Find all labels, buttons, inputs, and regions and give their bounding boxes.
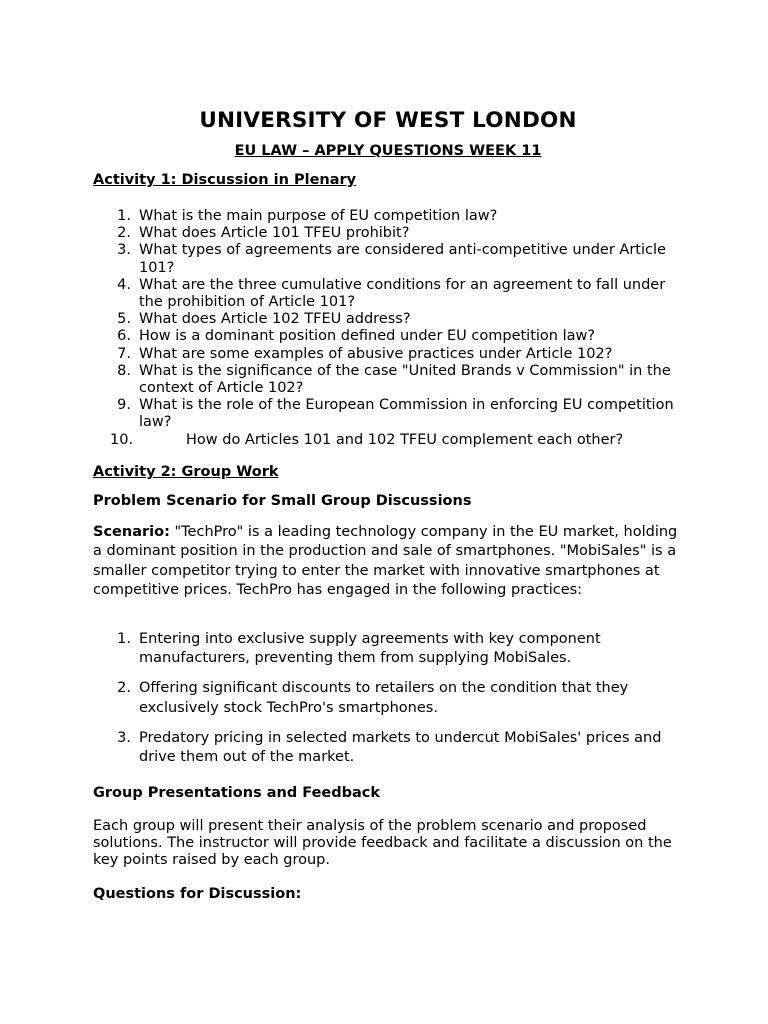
list-item: 5. What does Article 102 TFEU address? [117,311,411,328]
list-item: 2. What does Article 101 TFEU prohibit? [117,225,410,242]
list-item: 1. What is the main purpose of EU competition law? [117,208,498,224]
list-item: 1. Entering into exclusive supply agreements with key component manufacturers, preventing them from supplying MobiSales. [117,631,601,667]
list-item: 4. What are the three cumulative conditions for an agreement to fall under the prohibition of Article 101? [117,276,666,311]
practices-list [93,630,683,778]
questions-discussion-heading: Questions for Discussion: [93,886,302,902]
list-item: 3. Predatory pricing in selected markets to undercut MobiSales' prices and drive them out of the market. [117,729,662,766]
activity2-heading: Activity 2: Group Work [93,464,279,480]
activity1-heading: Activity 1: Discussion in Plenary [93,172,357,188]
presentations-paragraph: Each group will present their analysis of the problem scenario and proposed solutions. The instructor will provide feedback and facilitate a discussion on the key points raised by each group. [93,818,672,869]
list-item: 7. What are some examples of abusive practices under Article 102? [117,345,613,362]
list-item: 10. How do Articles 101 and 102 TFEU complement each other? [110,431,624,448]
presentations-heading: Group Presentations and Feedback [93,785,381,801]
page-subtitle: EU LAW – APPLY QUESTIONS WEEK 11 [234,143,542,159]
scenario-label: Scenario: [93,524,170,540]
scenario-text: "TechPro" is a leading technology company in the EU market, holding a dominant position in the production and sale of smartphones. "MobiSales" is a smaller competitor trying to enter the market with innovative smartphones at competitive prices. TechPro has engaged in the following practices: [93,524,678,599]
list-item: 8. What is the significance of the case "United Brands v Commission" in the context of Article 102? [117,362,671,397]
list-item: 2. Offering significant discounts to retailers on the condition that they exclusively stock TechPro's smartphones. [117,680,629,716]
list-item: 3. What types of agreements are considered anti-competitive under Article 101? [117,242,666,276]
scenario-paragraph [93,523,683,601]
list-item: 6. How is a dominant position defined under EU competition law? [117,328,596,345]
activity1-question-list [93,208,683,449]
problem-scenario-heading: Problem Scenario for Small Group Discussions [93,493,472,509]
page-title: UNIVERSITY OF WEST LONDON [199,108,577,133]
list-item: 9. What is the role of the European Commission in enforcing EU competition law? [117,397,674,431]
